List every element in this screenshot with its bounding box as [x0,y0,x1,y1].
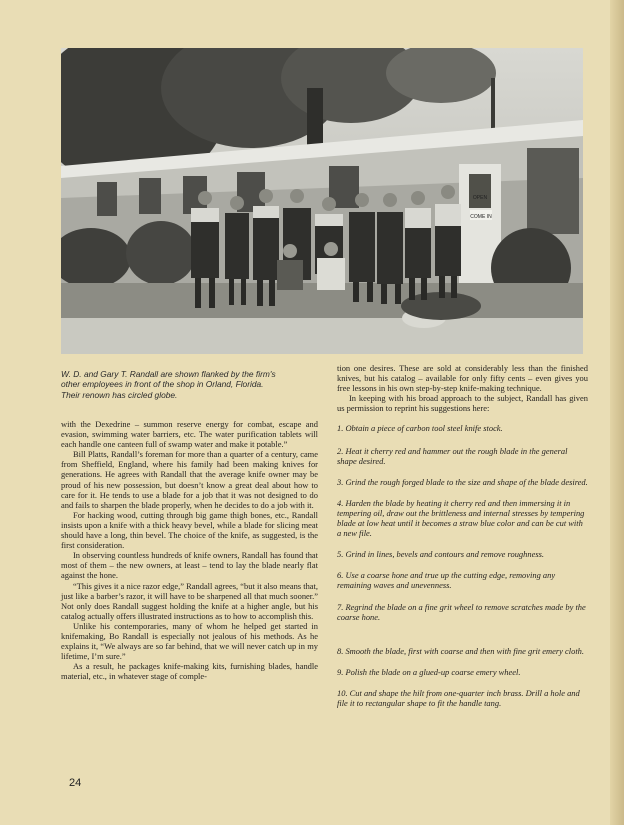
paragraph: “This gives it a nice razor edge,” Randall agrees, “but it also means that, just like a barber’s razor, it will have to be sharpened all that much sooner.” Not only does Randall suggest holding the knife at a higher angle, but his catalog actually offers illustrated instructions as to how to accomplish this. [61,580,318,621]
paragraph: In observing countless hundreds of knife owners, Randall has found that most of them – the new owners, at least – tend to lay the blade nearly flat against the hone. [61,550,318,581]
paragraph: Unlike his contemporaries, many of whom he helped get started in knifemaking, Bo Randall is especially not jealous of his methods. As he explains it, “We always are so far behind, that we will never catch up in my lifetime, I’m sure.” [61,620,318,662]
paragraph: tion one desires. These are sold at considerably less than the finished knives, but his catalog – available for only fifty cents – even gives you free lessons in his own step-by-step knife-making technique. [337,363,588,394]
paragraph: In keeping with his broad approach to the subject, Randall has given us permission to reprint his suggestions here: [337,393,588,414]
step-5: 5. Grind in lines, bevels and contours and remove roughness. [337,549,545,560]
paragraph: Bill Platts, Randall’s foreman for more than a quarter of a century, came from Sheffield, England, where his family had been making knives for generations. He agrees with Randall that the average knife owner may be proud of his new possession, but doesn’t know a great deal about how to care for it. He tends to use a blade for a job that it was not designed to do and fails to sharpen the blade properly, when he decides to do a job with it. [61,449,318,510]
step-10: 10. Cut and shape the hilt from one-quarter inch brass. Drill a hole and file it to rectangular shape to fit the handle tang. [337,687,580,708]
left-column [61,419,318,681]
right-column [337,363,588,708]
step-8: 8. Smooth the blade, first with coarse and then with fine grit emery cloth. [337,645,585,656]
step-7: 7. Regrind the blade on a fine grit wheel to remove scratches made by the coarse hone. [337,601,586,622]
page-number: 24 [69,777,82,789]
page-edge [610,0,624,825]
paragraph: For hacking wood, cutting through big game thigh bones, etc., Randall insists upon a knife with a thick heavy bevel, while a blade for slicing meat should have a long, thin bevel. The choice of the knife, as suggested, is the first consideration. [61,509,318,551]
step-3: 3. Grind the rough forged blade to the size and shape of the blade desired. [337,476,588,487]
paragraph: As a result, he packages knife-making kits, furnishing blades, handle material, etc., in whatever stage of comple- [61,661,318,682]
photo-caption: W. D. and Gary T. Randall are shown flanked by the firm's other employees in front of the shop in Orland, Florida. Their renown has circled globe. [61,369,276,400]
paragraph: with the Dexedrine – summon reserve energy for combat, escape and evasion, swimming water barriers, etc. The water purification tablets will each handle one canteen full of swamp water and make it potable.” [61,419,318,450]
door-sign-come-in: COME IN [470,214,492,220]
step-6: 6. Use a coarse hone and true up the cutting edge, removing any remaining waves and unevenness. [337,570,556,591]
step-4: 4. Harden the blade by heating it cherry red and then immersing it in tempering oil, draw out the brittleness and internal stresses by tempering blade at low heat until it becomes a straw blue color and can be cut with a new file. [337,497,585,539]
step-1: 1. Obtain a piece of carbon tool steel knife stock. [337,423,503,434]
step-2: 2. Heat it cherry red and hammer out the rough blade in the general shape desired. [337,445,568,466]
door-sign-open: OPEN [472,195,488,201]
group-photo [61,48,583,354]
step-9: 9. Polish the blade on a glued-up coarse emery wheel. [337,666,521,677]
